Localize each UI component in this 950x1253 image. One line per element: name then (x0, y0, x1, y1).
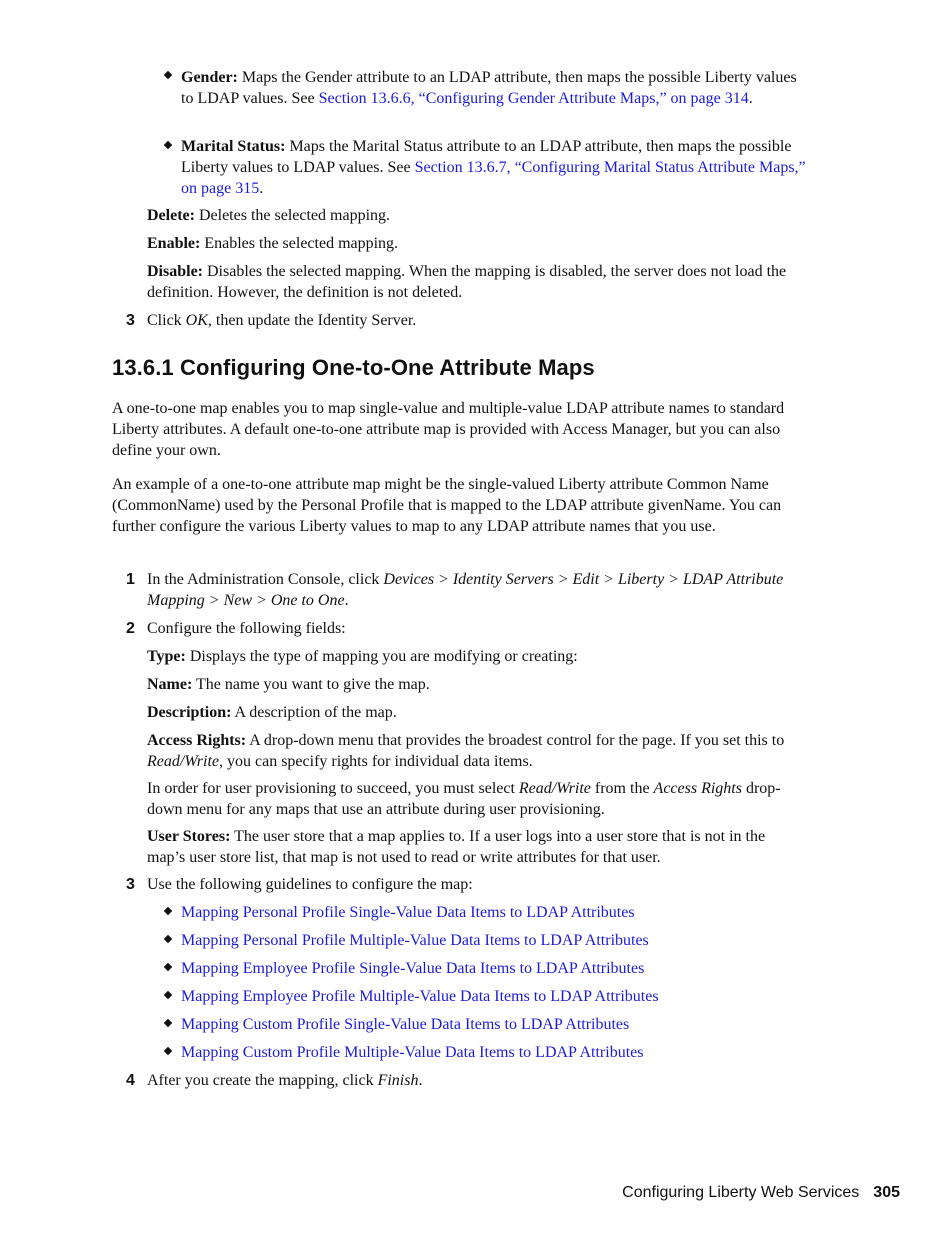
marital-status-item (181, 136, 811, 199)
finish-term: Finish (377, 1072, 419, 1089)
bullet-icon (164, 936, 173, 945)
guideline-link[interactable]: Mapping Custom Profile Single-Value Data Items to LDAP Attributes (181, 1016, 630, 1033)
guideline-link[interactable]: Mapping Employee Profile Multiple-Value Data Items to LDAP Attributes (181, 988, 659, 1005)
disable-label: Disable: (147, 263, 203, 280)
page-footer (622, 1182, 900, 1203)
type-field (147, 646, 817, 667)
guideline-link[interactable]: Mapping Personal Profile Multiple-Value Data Items to LDAP Attributes (181, 932, 649, 949)
description-field (147, 702, 817, 723)
bullet-icon (164, 142, 173, 151)
delete-text: Deletes the selected mapping. (194, 207, 391, 224)
step-number: 3 (126, 312, 135, 329)
click-ok-pre: Click (147, 312, 186, 329)
guideline-link[interactable]: Mapping Custom Profile Multiple-Value Data Items to LDAP Attributes (181, 1044, 644, 1061)
finish-end: . (418, 1072, 423, 1089)
bullet-icon (164, 992, 173, 1001)
type-text: Displays the type of mapping you are modifying or creating: (185, 648, 578, 665)
navigation-step (147, 569, 787, 611)
bullet-icon (164, 908, 173, 917)
bullet-icon (164, 1048, 173, 1057)
access-rights-field (147, 730, 807, 772)
bullet-icon (164, 1020, 173, 1029)
description-label: Description: (147, 704, 232, 721)
step-number: 3 (126, 876, 135, 893)
marital-status-end: . (259, 180, 264, 197)
marital-status-label: Marital Status: (181, 138, 286, 155)
access-rights-end: , you can specify rights for individual data items. (218, 753, 533, 770)
marital-status-maps-link[interactable]: Section 13.6.7, “Configuring Marital Status Attribute Maps,” on page 315 (181, 159, 806, 197)
section-heading: 13.6.1 Configuring One-to-One Attribute Maps (112, 355, 595, 380)
name-text: The name you want to give the map. (192, 676, 430, 693)
step-number: 4 (126, 1072, 135, 1089)
finish-step (147, 1070, 817, 1091)
gender-item (181, 67, 811, 109)
provisioning-note (147, 778, 807, 820)
user-stores-field (147, 826, 807, 868)
bullet-icon (164, 964, 173, 973)
click-ok-step (147, 310, 817, 331)
name-field (147, 674, 817, 695)
disable-item (147, 261, 797, 303)
page-number: 305 (873, 1184, 900, 1201)
finish-pre: After you create the mapping, click (147, 1072, 378, 1089)
ok-term: OK (185, 312, 208, 329)
configure-fields-step: Configure the following fields: (147, 620, 346, 637)
guidelines-step: Use the following guidelines to configure the map: (147, 876, 473, 893)
navigation-pre: In the Administration Console, click (147, 571, 384, 588)
access-rights-text: A drop-down menu that provides the broadest control for the page. If you set this to (246, 732, 785, 749)
gender-maps-link[interactable]: Section 13.6.6, “Configuring Gender Attribute Maps,” on page 314 (318, 90, 749, 107)
intro-paragraph: A one-to-one map enables you to map single-value and multiple-value LDAP attribute names to standard Liberty attributes. A default one-to-one attribute map is provided with Access Manager, but you can also define your own. (112, 400, 785, 459)
click-ok-post: , then update the Identity Server. (207, 312, 417, 329)
gender-end: . (748, 90, 753, 107)
delete-item (147, 205, 817, 226)
footer-title: Configuring Liberty Web Services (622, 1184, 860, 1201)
description-text: A description of the map. (231, 704, 397, 721)
provisioning-post: drop-down menu for any maps that use an attribute during user provisioning. (147, 780, 781, 818)
provisioning-pre: In order for user provisioning to succeed, you must select (147, 780, 519, 797)
type-label: Type: (147, 648, 186, 665)
guideline-link[interactable]: Mapping Employee Profile Single-Value Data Items to LDAP Attributes (181, 960, 645, 977)
delete-label: Delete: (147, 207, 195, 224)
marital-status-text: Maps the Marital Status attribute to an LDAP attribute, then maps the possible Liberty values to LDAP values. See (181, 138, 792, 176)
example-paragraph: An example of a one-to-one attribute map might be the single-valued Liberty attribute Common Name (CommonName) used by the Personal Profile that is mapped to the LDAP attribute givenName. You can further configure the various Liberty values to map to any LDAP attribute names that you use. (112, 476, 782, 535)
name-label: Name: (147, 676, 193, 693)
disable-text: Disables the selected mapping. When the mapping is disabled, the server does not load the definition. However, the definition is not deleted. (147, 263, 787, 301)
bullet-icon (164, 72, 173, 81)
navigation-path: Devices > Identity Servers > Edit > Liberty > LDAP Attribute Mapping > New > One to One (147, 571, 784, 609)
step-number: 2 (126, 620, 135, 637)
step-number: 1 (126, 571, 135, 588)
access-rights-term: Access Rights (653, 780, 742, 797)
user-stores-label: User Stores: (147, 828, 231, 845)
enable-text: Enables the selected mapping. (200, 235, 399, 252)
guideline-link[interactable]: Mapping Personal Profile Single-Value Data Items to LDAP Attributes (181, 904, 635, 921)
navigation-end: . (344, 592, 349, 609)
read-write-term: Read/Write (147, 753, 219, 770)
user-stores-text: The user store that a map applies to. If a user logs into a user store that is not in the map’s user store list, that map is not used to read or write attributes for that user. (147, 828, 766, 866)
gender-text: Maps the Gender attribute to an LDAP attribute, then maps the possible Liberty values to LDAP values. See (181, 69, 797, 107)
enable-label: Enable: (147, 235, 201, 252)
read-write-term: Read/Write (518, 780, 591, 797)
access-rights-label: Access Rights: (147, 732, 247, 749)
enable-item (147, 233, 817, 254)
gender-label: Gender: (181, 69, 238, 86)
provisioning-mid: from the (590, 780, 654, 797)
